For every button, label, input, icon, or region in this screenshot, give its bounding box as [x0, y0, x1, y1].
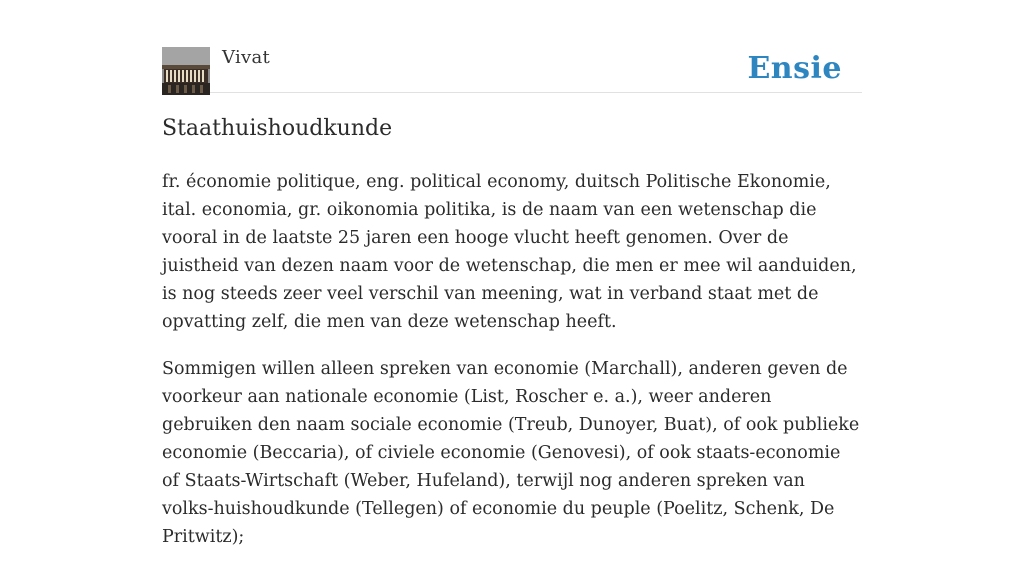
article-paragraph: fr. économie politique, eng. political economy, duitsch Politische Ekonomie, ital. economia, gr. oikonomia politika, is de naam van een wetenschap die vooral in de laatste 25 jaren een hooge vlucht heeft genomen. Over de juistheid van dezen naam voor de wetenschap, die men er mee wil aanduiden, is nog steeds zeer veel verschil van meening, wat in verband staat met de opvatting zelf, die men van deze wetenschap heeft. — [162, 172, 857, 332]
source-name[interactable]: Vivat — [222, 47, 271, 68]
bookshelf-icon — [162, 47, 210, 95]
avatar[interactable] — [162, 47, 210, 95]
brand-logo[interactable]: Ensie — [747, 51, 842, 86]
article-paragraph: Sommigen willen alleen spreken van economie (Marchall), anderen geven de voorkeur aan nationale economie (List, Roscher e. a.), weer anderen gebruiken den naam sociale economie (Treub, Dunoyer, Buat), of ook publieke economie (Beccaria), of civiele economie (Genovesi), of ook staats-economie of Staats-Wirtschaft (Weber, Hufeland), terwijl nog anderen spreken van volks-huishoudkunde (Tellegen) of economie du peuple (Poelitz, Schenk, De Pritwitz); — [162, 359, 860, 547]
page-title: Staathuishoudkunde — [162, 116, 393, 141]
site-header — [162, 46, 862, 93]
article-body — [162, 168, 862, 570]
